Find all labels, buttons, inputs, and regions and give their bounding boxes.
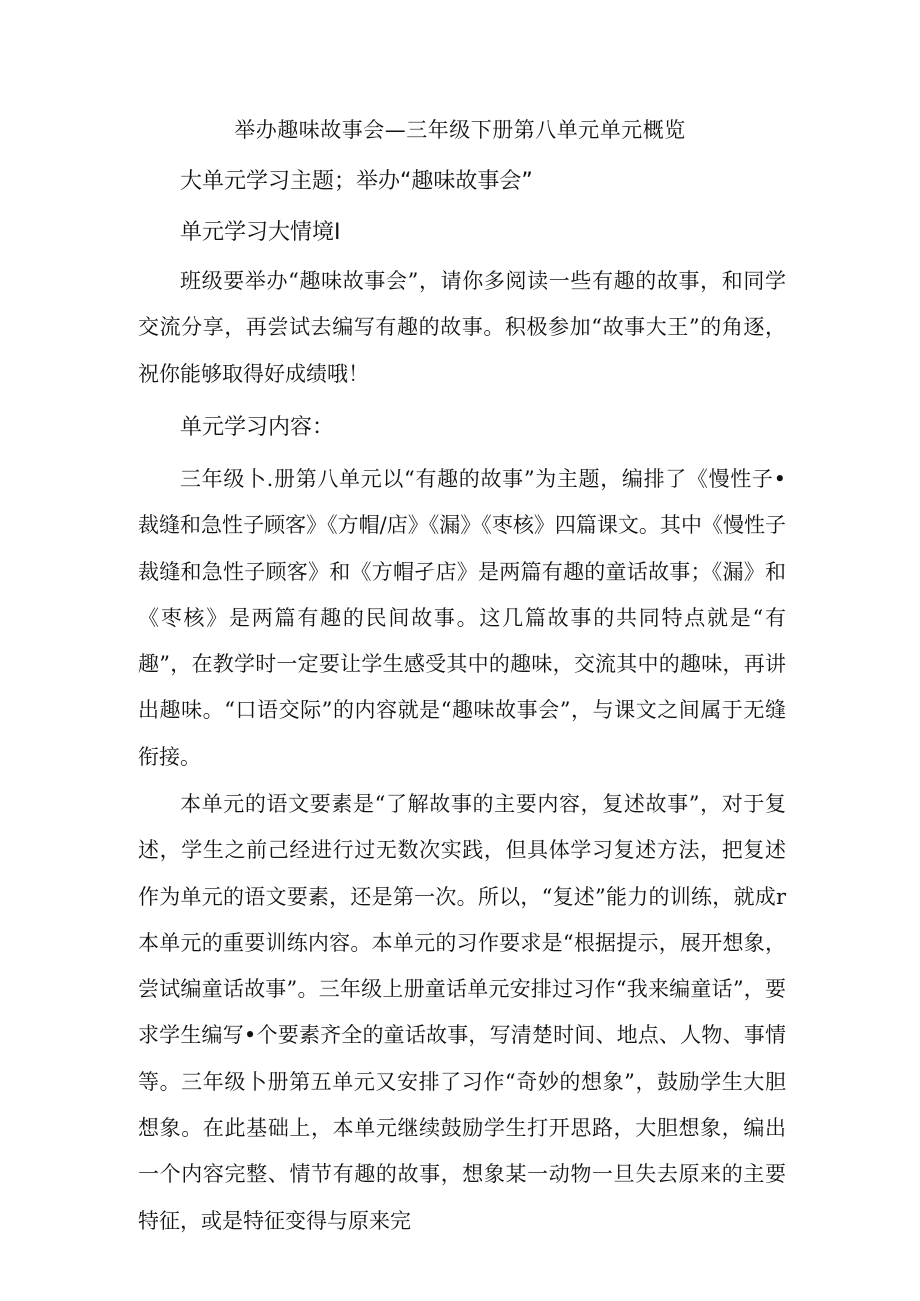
theme-heading: 大单元学习主题；举办“趣味故事会” bbox=[180, 169, 533, 194]
document-title: 举办趣味故事会—三年级下册第八单元单元概览 bbox=[234, 118, 686, 142]
content-paragraph-1: 三年级卜.册第八单元以“有趣的故事”为主题，编排了《慢性子•裁缝和急性子顾客》《方帽/店》《漏》《枣核》四篇课文。其中《慢性子裁缝和急性子顾客》和《方帽孑店》是两篇有趣的童话故事；《漏》和《枣核》是两篇有趣的民间故事。这几篇故事的共同特点就是“有趣”，在教学时一定要让学生感受其中的趣味，交流其中的趣味，再讲出趣味。“口语交际”的内容就是“趣味故事会”，与课文之间属于无缝衔接。 bbox=[138, 467, 786, 769]
situation-heading: 单元学习大情境I bbox=[180, 220, 341, 245]
content-paragraph-2: 本单元的语文要素是“了解故事的主要内容，复述故事”，对于复述，学生之前己经进行过无数次实践，但具体学习复述方法，把复述作为单元的语文要素，还是第一次。所以，“复述”能力的训练，就成r本单元的重要训练内容。本单元的习作要求是“根据提示，展开想象，尝试编童话故事”。三年级上册童话单元安排过习作“我来编童话”，要求学生编写•个要素齐全的童话故事，写清楚时间、地点、人物、事情等。三年级卜册第五单元又安排了习作“奇妙的想象”，鼓励学生大胆想象。在此基础上，本单元继续鼓励学生打开思路，大胆想象，编出一个内容完整、情节有趣的故事，想象某一动物一旦失去原来的主要特征，或是特征变得与原来完 bbox=[138, 792, 786, 1233]
content-heading: 单元学习内容： bbox=[180, 415, 335, 440]
situation-paragraph: 班级要举办“趣味故事会”，请你多阅读一些有趣的故事，和同学交流分享，再尝试去编写有趣的故事。积极参加“故事大王”的角逐，祝你能够取得好成绩哦！ bbox=[138, 269, 786, 386]
